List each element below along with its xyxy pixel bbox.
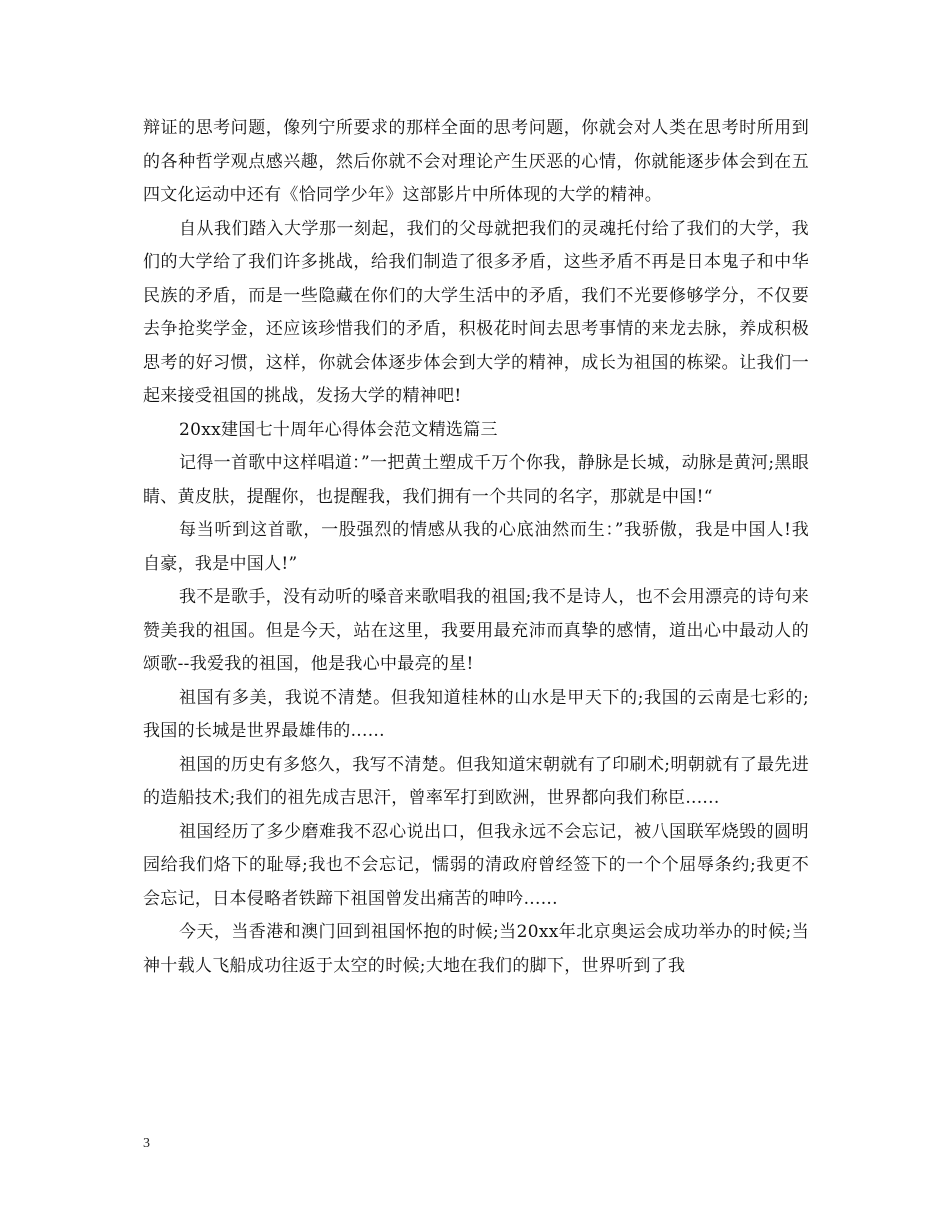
paragraph: 辩证的思考问题，像列宁所要求的那样全面的思考问题，你就会对人类在思考时所用到的各种哲学观点感兴趣，然后你就不会对理论产生厌恶的心情，你就能逐步体会到在五四文化运动中还有《恰同学少年》这部影片中所体现的大学的精神。 [143,118,809,205]
page-number: 3 [143,1136,150,1151]
paragraph: 我不是歌手，没有动听的嗓音来歌唱我的祖国;我不是诗人，也不会用漂亮的诗句来赞美我的祖国。但是今天，站在这里，我要用最充沛而真挚的感情，道出心中最动人的颂歌--我爱我的祖国，他是我心中最亮的星! [143,587,809,674]
paragraph: 记得一首歌中这样唱道：”一把黄土塑成千万个你我，静脉是长城，动脉是黄河;黑眼睛、黄皮肤，提醒你，也提醒我，我们拥有一个共同的名字，那就是中国!“ [143,453,809,507]
paragraph: 每当听到这首歌，一股强烈的情感从我的心底油然而生：”我骄傲，我是中国人!我自豪，我是中国人!” [143,520,809,574]
document-body [143,112,809,983]
paragraph: 祖国经历了多少磨难我不忍心说出口，但我永远不会忘记，被八国联军烧毁的圆明园给我们烙下的耻辱;我也不会忘记，懦弱的清政府曾经签下的一个个屈辱条约;我更不会忘记，日本侵略者铁蹄下祖国曾发出痛苦的呻吟...... [143,821,809,909]
paragraph: 祖国的历史有多悠久，我写不清楚。但我知道宋朝就有了印刷术;明朝就有了最先进的造船技术;我们的祖先成吉思汗，曾率军打到欧洲，世界都向我们称臣...... [143,754,809,808]
paragraph: 自从我们踏入大学那一刻起，我们的父母就把我们的灵魂托付给了我们的大学，我们的大学给了我们许多挑战，给我们制造了很多矛盾，这些矛盾不再是日本鬼子和中华民族的矛盾，而是一些隐藏在你们的大学生活中的矛盾，我们不光要修够学分，不仅要去争抢奖学金，还应该珍惜我们的矛盾，积极花时间去思考事情的来龙去脉，养成积极思考的好习惯，这样，你就会体逐步体会到大学的精神，成长为祖国的栋梁。让我们一起来接受祖国的挑战，发扬大学的精神吧! [143,218,809,406]
paragraph: 今天，当香港和澳门回到祖国怀抱的时候;当20xx年北京奥运会成功举办的时候;当神十载人飞船成功往返于太空的时候;大地在我们的脚下，世界听到了我 [143,922,809,976]
paragraph: 祖国有多美，我说不清楚。但我知道桂林的山水是甲天下的;我国的云南是七彩的;我国的长城是世界最雄伟的...... [143,687,809,741]
section-heading: 20xx建国七十周年心得体会范文精选篇三 [179,419,498,440]
